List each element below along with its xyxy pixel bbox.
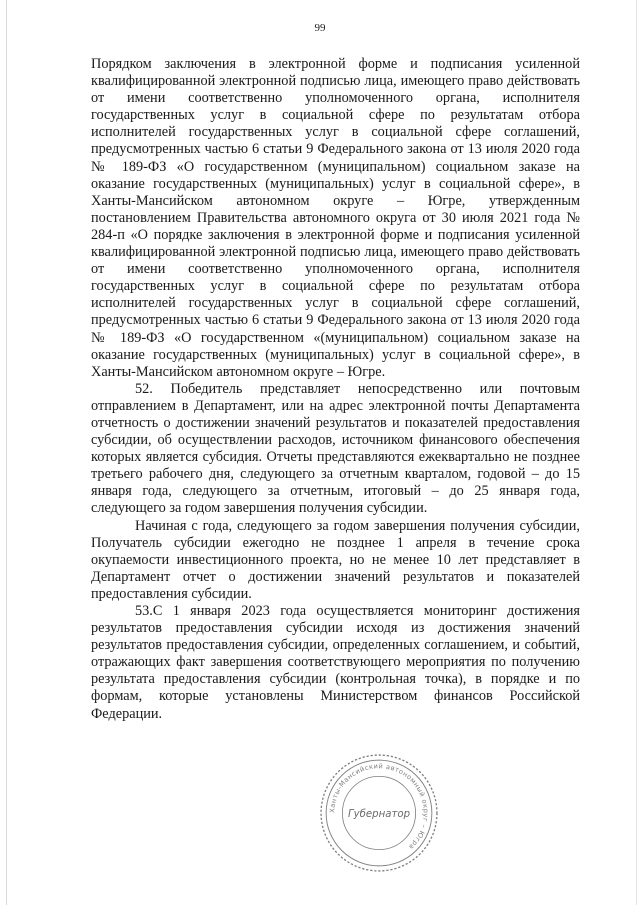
paragraph-52-reporting: 52. Победитель представляет непосредственно или почтовым отправлением в Департамент, или на адрес электронной почты Департамента отчетность о достижении значений результатов и показателей предоставления субсидии, об осуществлении расходов, источником финансового обеспечения которых является субсидия. Отчеты представляются ежеквартально не позднее третьего рабочего дня, следующего за отчетным кварталом, годовой – до 15 января года, следующего за отчетным, итоговый – до 25 января года, следующего за годом завершения получения субсидии. [91,380,580,517]
svg-text:Ханты-Мансийский автономный ок [328,762,430,851]
scan-edge-left [6,0,7,905]
page-number: 99 [314,22,326,34]
paragraph-53-monitoring: 53.С 1 января 2023 года осуществляется мониторинг достижения результатов предоставления субсидии исходя из достижения значений результатов предоставления субсидии, определенных соглашением, и событий, отражающих факт завершения соответствующего мероприятия по получению результата предоставления субсидии (контрольная точка), в порядке и по формам, которые установлены Министерством финансов Российской Федерации. [91,603,580,722]
paragraph-procedure-reference: Порядком заключения в электронной форме и подписания усиленной квалифицированной электронной подписью лица, имеющего право действовать от имени соответственно уполномоченного органа, исполнителя государственных услуг в социальной сфере по результатам отбора исполнителей государственных услуг в социальной сфере соглашений, предусмотренных частью 6 статьи 9 Федерального закона от 13 июля 2020 года № 189-ФЗ «О государственном (муниципальном) социальном заказе на оказание государственных (муниципальных) услуг в социальной сфере», в Ханты-Мансийском автономном округе – Югре, утвержденным постановлением Правительства автономного округа от 30 июля 2021 года № 284-п «О порядке заключения в электронной форме и подписания усиленной квалифицированной электронной подписью лица, имеющего право действовать от имени соответственно уполномоченного органа, исполнителя государственных услуг в социальной сфере по результатам отбора исполнителей государственных услуг в социальной сфере соглашений, предусмотренных частью 6 статьи 9 Федерального закона от 13 июля 2020 года № 189-ФЗ «О государственном «(муниципальном) социальном заказе на оказание государственных (муниципальных) услуг в социальной сфере», в Ханты-Мансийском автономном округе – Югре. [91,56,580,380]
paragraph-annual-report: Начиная с года, следующего за годом завершения получения субсидии, Получатель субсидии ежегодно не позднее 1 апреля в течение срока окупаемости инвестиционного проекта, но не менее 10 лет представляет в Департамент отчет о достижении значений результатов и показателей предоставления субсидии. [91,517,580,602]
seal-ring-text: Ханты-Мансийский автономный округ – Югра [328,762,430,852]
seal-center-text: Губернатор [347,809,411,821]
document-body [91,56,580,723]
scan-edge-right [636,0,637,905]
official-seal [318,752,440,874]
